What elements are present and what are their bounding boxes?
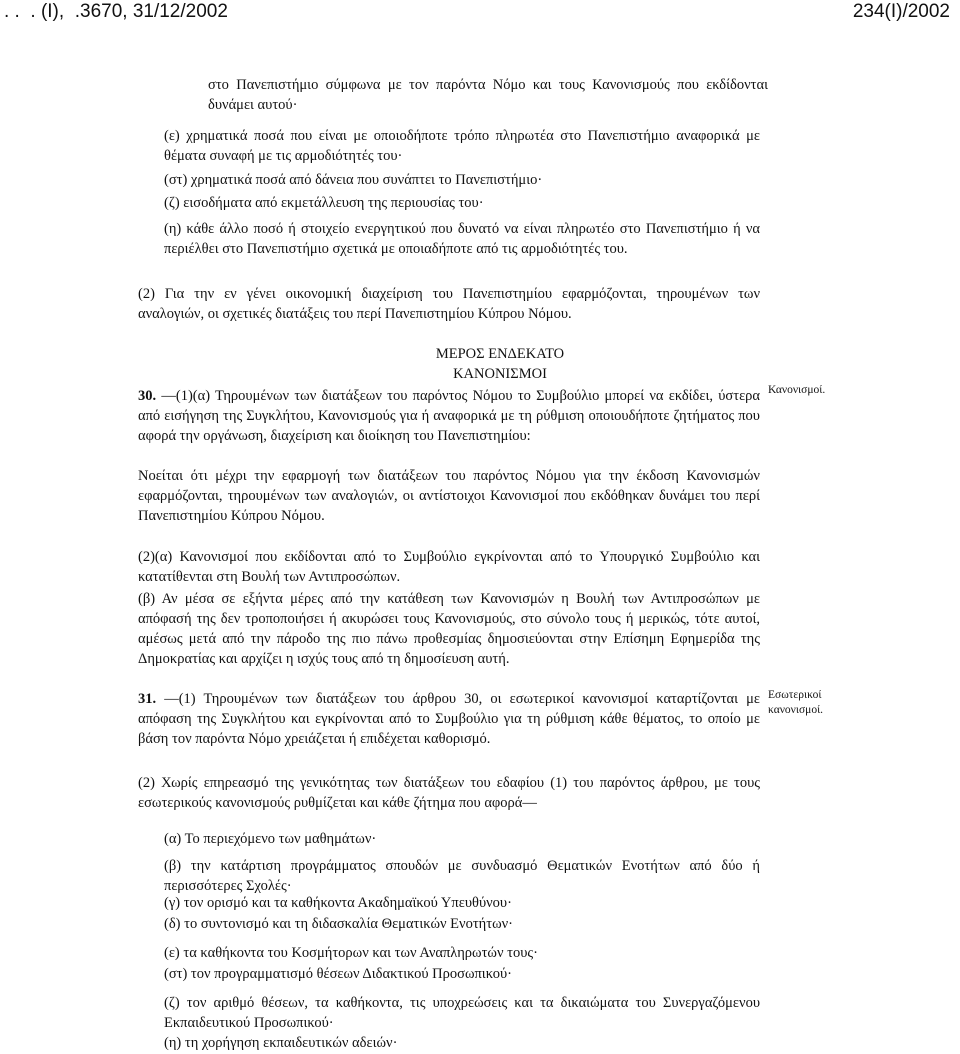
part-subtitle: ΚΑΝΟΝΙΣΜΟΙ	[453, 366, 547, 382]
list-item-c: (γ) τον ορισμό και τα καθήκοντα Ακαδημαϊκού Υπευθύνου·	[164, 895, 512, 911]
margin-note-regulations: Κανονισμοί.	[768, 384, 826, 396]
proviso-paragraph: Νοείται ότι μέχρι την εφαρμογή των διατάξεων του παρόντος Νόμου για την έκδοση Κανονισμών εφαρμόζονται, τηρουμένων των αναλογιών, οι αντίστοιχοι Κανονισμοί που εκδόθηκαν δυνάμει του περί Πανεπιστημίου Κύπρου Νόμου.	[138, 468, 760, 524]
law-number: 234(Ι)/2002	[852, 1, 950, 22]
paragraph-continuation: στο Πανεπιστήμιο σύμφωνα με τον παρόντα Νόμο και τους Κανονισμούς που εκδίδονται δυνάμει αυτού·	[208, 77, 768, 113]
page-header	[0, 0, 960, 30]
item-i-other-amounts: (η) κάθε άλλο ποσό ή στοιχείο ενεργητικού που δυνατό να είναι πληρωτέο στο Πανεπιστήμιο ή να περιέλθει στο Πανεπιστήμιο σχετικά με οποιαδήποτε από τις αρμοδιότητές του.	[164, 221, 760, 257]
list-item-z: (ζ) τον αριθμό θέσεων, τα καθήκοντα, τις υποχρεώσεις και τα δικαιώματα του Συνεργαζόμενου Εκπαιδευτικού Προσωπικού·	[164, 995, 760, 1031]
list-item-e: (ε) τα καθήκοντα του Κοσμήτορων και των Αναπληρωτών τους·	[164, 945, 538, 961]
section-31-text: —(1) Τηρουμένων των διατάξεων του άρθρου 30, οι εσωτερικοί κανονισμοί καταρτίζονται με απόφαση της Συγκλήτου και εγκρίνονται από το Συμβούλιο για τη ρύθμιση κάθε θέματος, το οποίο με βάση τον παρόντα Νόμο χρειάζεται ή επιδέχεται καθορισμό.	[138, 691, 760, 747]
list-item-b: (β) την κατάρτιση προγράμματος σπουδών με συνδυασμό Θεματικών Ενοτήτων από δύο ή περισσότερες Σχολές·	[164, 858, 760, 894]
section-30-number: 30.	[138, 388, 157, 404]
section-30-text: —(1)(α) Τηρουμένων των διατάξεων του παρόντος Νόμου το Συμβούλιο μπορεί να εκδίδει, ύστερα από εισήγηση της Συγκλήτου, Κανονισμούς για ή αναφορικά με τη ρύθμιση οποιουδήποτε ζητήματος που αφορά την οργάνωση, διαχείριση και διοίκηση του Πανεπιστημίου:	[138, 388, 760, 444]
list-item-i: (η) τη χορήγηση εκπαιδευτικών αδειών·	[164, 1035, 398, 1051]
item-st-loans: (στ) χρηματικά ποσά από δάνεια που συνάπτει το Πανεπιστήμιο·	[164, 172, 543, 188]
list-item-st: (στ) τον προγραμματισμό θέσεων Διδακτικού Προσωπικού·	[164, 966, 512, 982]
paragraph-financial-management: (2) Για την εν γένει οικονομική διαχείριση του Πανεπιστημίου εφαρμόζονται, τηρουμένων των αναλογιών, οι σχετικές διατάξεις του περί Πανεπιστημίου Κύπρου Νόμου.	[138, 286, 760, 322]
list-item-d: (δ) το συντονισμό και τη διδασκαλία Θεματικών Ενοτήτων·	[164, 916, 514, 932]
gazette-reference: . . . (Ι), .3670, 31/12/2002	[4, 1, 228, 22]
section-31	[138, 689, 760, 749]
paragraph-2b-parliament: (β) Αν μέσα σε εξήντα μέρες από την κατάθεση των Κανονισμών η Βουλή των Αντιπροσώπων με απόφασή της δεν τροποποιήσει ή ακυρώσει τους Κανονισμούς, στο σύνολο τους ή μερικώς, τότε αυτοί, αμέσως μετά από την πάροδο της πιο πάνω προθεσμίας δημοσιεύονται στην Επίσημη Εφημερίδα της Δημοκρατίας και αρχίζει η ισχύς τους από τη δημοσίευση αυτή.	[138, 591, 760, 667]
item-e-amounts: (ε) χρηματικά ποσά που είναι με οποιοδήποτε τρόπο πληρωτέα στο Πανεπιστήμιο αναφορικά με θέματα συναφή με τις αρμοδιότητές του·	[164, 128, 760, 164]
part-title: ΜΕΡΟΣ ΕΝΔΕΚΑΤΟ	[435, 346, 565, 362]
item-z-income: (ζ) εισοδήματα από εκμετάλλευση της περιουσίας του·	[164, 195, 484, 211]
section-31-number: 31.	[138, 691, 157, 707]
section-30	[138, 386, 760, 446]
list-item-a: (α) Το περιεχόμενο των μαθημάτων·	[164, 831, 377, 847]
margin-note-internal-regulations: Εσωτερικοί κανονισμοί.	[768, 689, 824, 716]
paragraph-2a-approval: (2)(α) Κανονισμοί που εκδίδονται από το Συμβούλιο εγκρίνονται από το Υπουργικό Συμβούλιο και κατατίθενται στη Βουλή των Αντιπροσώπων.	[138, 549, 760, 585]
paragraph-2-internal-regulations: (2) Χωρίς επηρεασμό της γενικότητας των διατάξεων του εδαφίου (1) του παρόντος άρθρου, με τους εσωτερικούς κανονισμούς ρυθμίζεται και κάθε ζήτημα που αφορά—	[138, 775, 760, 811]
